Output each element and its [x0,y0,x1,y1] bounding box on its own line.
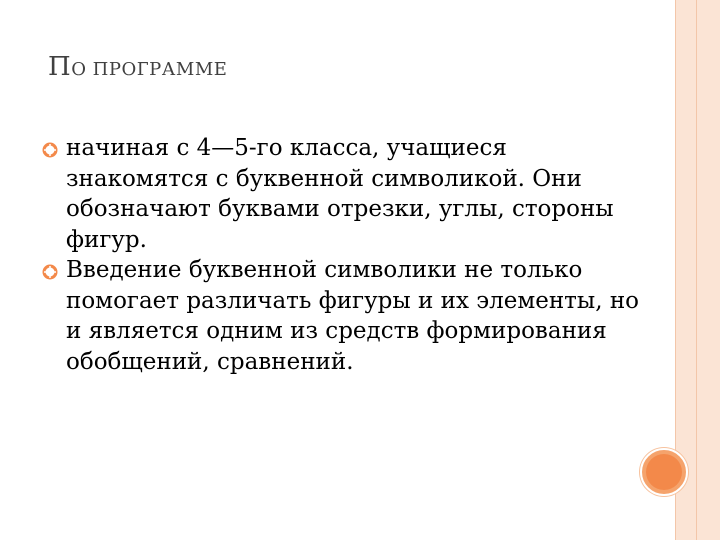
bullet-text: Введение буквенной символики не только помогает различать фигуры и их элементы, но и является одним из средств формирования обобщений, сравнений. [66,257,639,375]
ring-bullet-icon [42,142,58,158]
slide-title [48,52,227,82]
orange-circle-core [646,454,682,490]
border-inner-line [696,0,697,540]
ring-bullet-icon [42,264,58,280]
bullet-item [40,255,650,377]
decorative-orange-circle [640,448,688,496]
bullet-item [40,133,650,255]
bullet-text: начиная с 4—5-го класса, учащиеся знакомятся с буквенной символикой. Они обозначают буквами отрезки, углы, стороны фигур. [66,135,614,253]
title-first-letter: П [48,52,72,82]
title-rest: О ПРОГРАММЕ [71,59,228,80]
slide-content [40,133,650,377]
